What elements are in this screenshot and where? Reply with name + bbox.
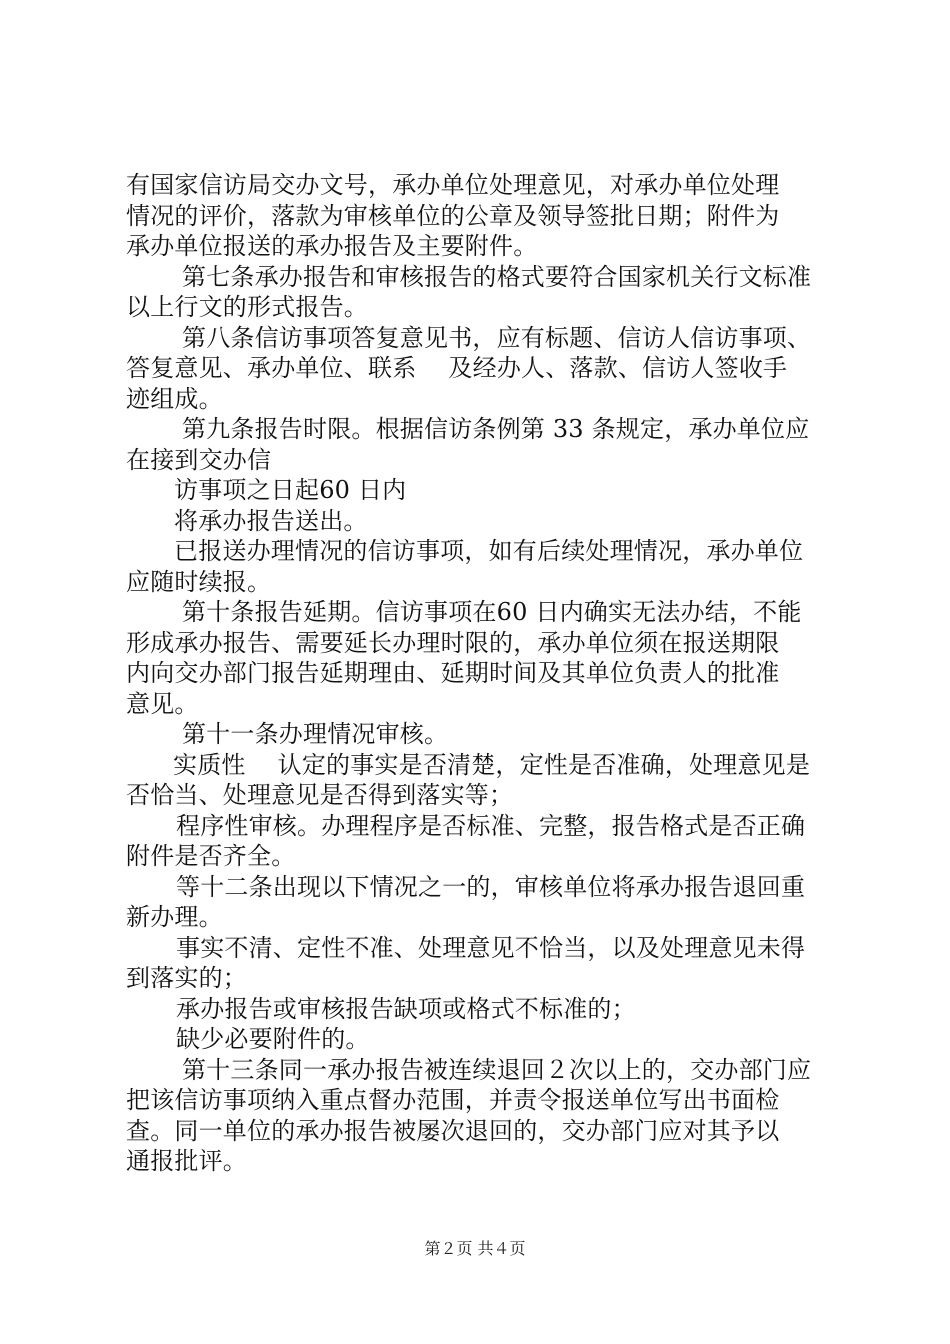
text-line: 第八条信访事项答复意见书，应有标题、信访人信访事项、 [182,323,812,352]
text-line: 通报批评。 [126,1147,247,1175]
text-line: 缺少必要附件的。 [176,1025,370,1053]
text-line: 第十一条办理情况审核。 [182,720,449,748]
document-body [126,170,846,1177]
text-line: 应随时续报。 [126,567,272,596]
text-line: 新办理。 [126,903,223,931]
text-line: 有国家信访局交办文号，承办单位处理意见，对承办单位处理 [126,171,780,199]
text-line: 第十三条同一承办报告被连续退回２次以上的，交办部门应 [182,1055,812,1084]
text-line: 等十二条出现以下情况之一的，审核单位将承办报告退回重 [176,872,806,901]
text-line: 到落实的； [126,964,247,992]
text-line: 情况的评价，落款为审核单位的公章及领导签批日期；附件为 [126,201,780,230]
text-line: 第九条报告时限。根据信访条例第 33 条规定，承办单位应 [182,415,810,443]
text-line: 程序性审核。办理程序是否标准、完整，报告格式是否正确 [176,811,806,840]
text-line: 形成承办报告、需要延长办理时限的，承办单位须在报送期限 [126,628,780,657]
page-number-footer: 第２页 共４页 [424,1239,526,1258]
text-line: 查。同一单位的承办报告被屡次退回的，交办部门应对其予以 [126,1116,780,1145]
text-line: 实质性 认定的事实是否清楚，定性是否准确，处理意见是 [173,750,811,779]
text-line: 在接到交办信 [126,445,272,474]
text-line: 承办报告或审核报告缺项或格式不标准的； [176,994,636,1023]
text-line: 以上行文的形式报告。 [126,293,368,321]
text-line: 意见。 [126,689,199,718]
text-line: 迹组成。 [126,384,223,413]
text-line: 答复意见、承办单位、联系 及经办人、落款、信访人签收手 [126,354,788,382]
text-line: 内向交办部门报告延期理由、延期时间及其单位负责人的批准 [126,659,780,687]
text-line: 已报送办理情况的信访事项，如有后续处理情况，承办单位 [174,537,804,565]
text-line: 第七条承办报告和审核报告的格式要符合国家机关行文标准 [182,262,812,291]
text-line: 承办单位报送的承办报告及主要附件。 [126,232,538,260]
text-line: 把该信访事项纳入重点督办范围，并责令报送单位写出书面检 [126,1086,780,1114]
text-line: 事实不清、定性不准、处理意见不恰当，以及处理意见未得 [176,933,806,962]
text-line: 否恰当、处理意见是否得到落实等； [126,781,514,809]
text-line: 附件是否齐全。 [126,842,296,870]
text-line: 访事项之日起60 日内 [174,476,407,504]
text-line: 第十条报告延期。信访事项在60 日内确实无法办结，不能 [182,598,802,626]
text-line: 将承办报告送出。 [174,506,368,535]
